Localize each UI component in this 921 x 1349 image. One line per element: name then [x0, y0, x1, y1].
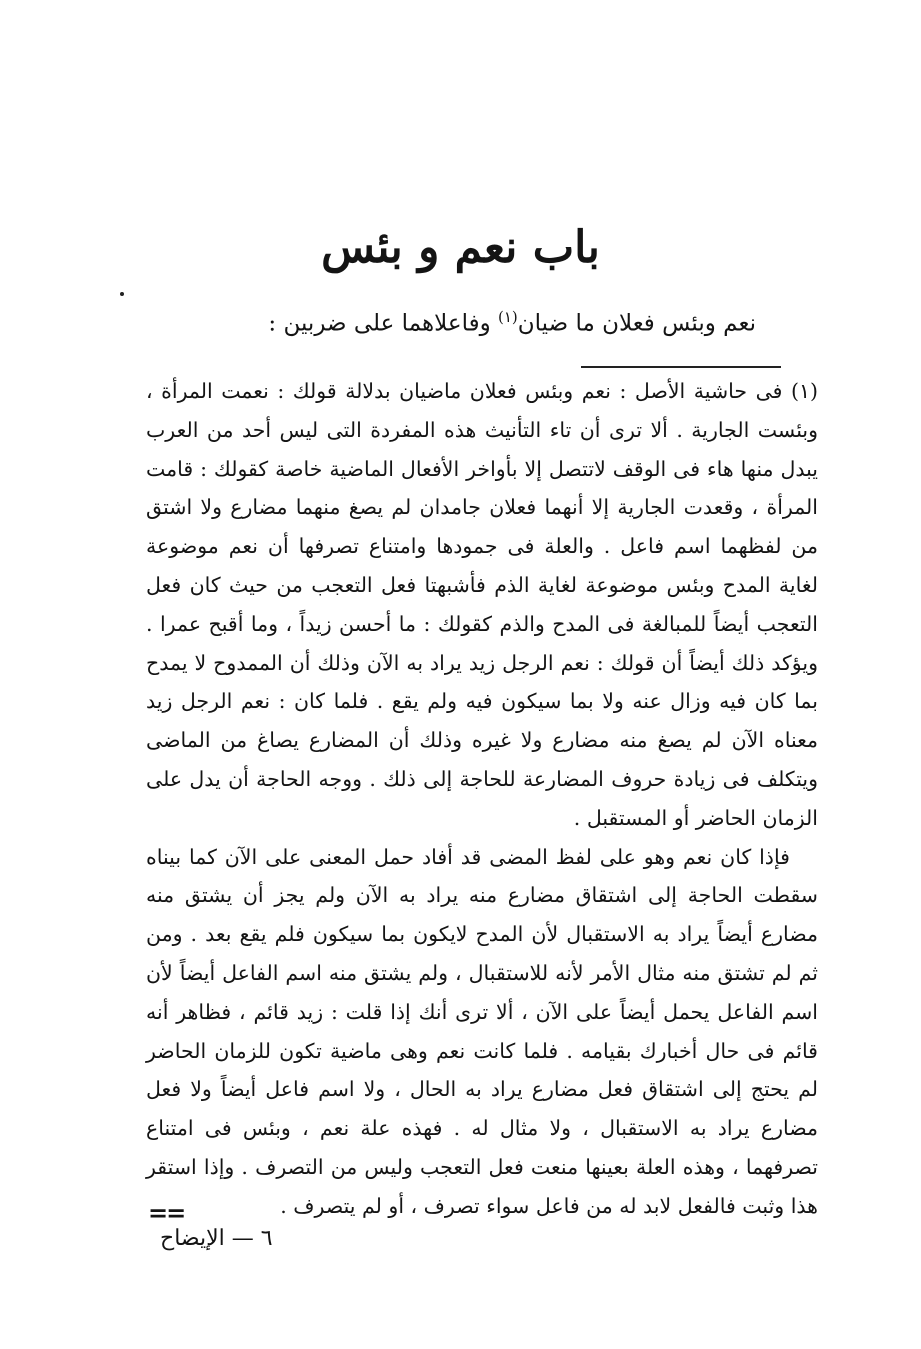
intro-text-after: وفاعلاهما على ضربين : [268, 310, 498, 337]
footnote-paragraph-1: (١) فى حاشية الأصل : نعم وبئس فعلان ماضيان بدلالة قولك : نعمت المرأة ، وبئست الجارية . ألا ترى أن تاء التأنيث هذه المفردة التى ليس أحد من العرب يبدل منها هاء فى الوقف لاتتصل إلا بأواخر الأفعال الماضية خاصة كقولك : قامت المرأة ، وقعدت الجارية إلا أنهما فعلان جامدان لم يصغ منهما مضارع ولا اشتق من لفظهما اسم فاعل . والعلة فى جمودها وامتناع تصرفها أن نعم موضوعة لغاية المدح وبئس موضوعة لغاية الذم فأشبهتا فعل التعجب من حيث كان فعل التعجب أيضاً للمبالغة فى المدح والذم كقولك : ما أحسن زيداً ، وما أقبح عمرا . ويؤكد ذلك أيضاً أن قولك : نعم الرجل زيد يراد به الآن وذلك أن الممدوح لا يمدح بما كان فيه وزال عنه ولا بما سيكون فيه ولم يقع . فلما كان : نعم الرجل زيد معناه الآن لم يصغ منه مضارع ولا غيره وذلك أن المضارع يصاغ من الماضى ويتكلف فى زيادة حروف المضارعة للحاجة إلى ذلك . ووجه الحاجة أن يدل على الزمان الحاضر أو المستقبل . [146, 379, 818, 830]
footnote-block [146, 372, 818, 1226]
intro-text-before: نعم وبئس فعلان ما ضيان [517, 310, 756, 337]
footnote-reference: (١) [497, 308, 518, 326]
intro-line [136, 308, 756, 337]
stray-dot-mark [120, 292, 124, 296]
footnote-separator-line [581, 366, 781, 368]
footnote-paragraph-2: فإذا كان نعم وهو على لفظ المضى قد أفاد حمل المعنى على الآن كما بيناه سقطت الحاجة إلى اشتقاق مضارع منه يراد به الآن ولم يجز أن يشتق منه مضارع أيضاً يراد به الاستقبال لأن المدح لايكون بما سيكون فلم يقع بعد . ومن ثم لم تشتق منه مثال الأمر لأنه للاستقبال ، ولم يشتق منه اسم الفاعل أيضاً لأن اسم الفاعل يحمل أيضاً على الآن ، ألا ترى أنك إذا قلت : زيد قائم ، فظاهر أنه قائم فى حال أخبارك بقيامه . فلما كانت نعم وهى ماضية تكون للزمان الحاضر لم يحتج إلى اشتقاق فعل مضارع يراد به الحال ، ولا اسم فاعل أيضاً ولا فعل مضارع يراد به الاستقبال ، ولا مثال له . فهذه علة نعم ، وبئس فى امتناع تصرفهما ، وهذه العلة بعينها منعت فعل التعجب وليس من التصرف . وإذا استقر هذا وثبت فالفعل لابد له من فاعل سواء تصرف ، أو لم يتصرف . [146, 844, 818, 1218]
page-signature: ٦ — الإيضاح [160, 1226, 273, 1251]
chapter-title: باب نعم و بئس [321, 222, 600, 273]
end-mark: == [148, 1198, 185, 1227]
